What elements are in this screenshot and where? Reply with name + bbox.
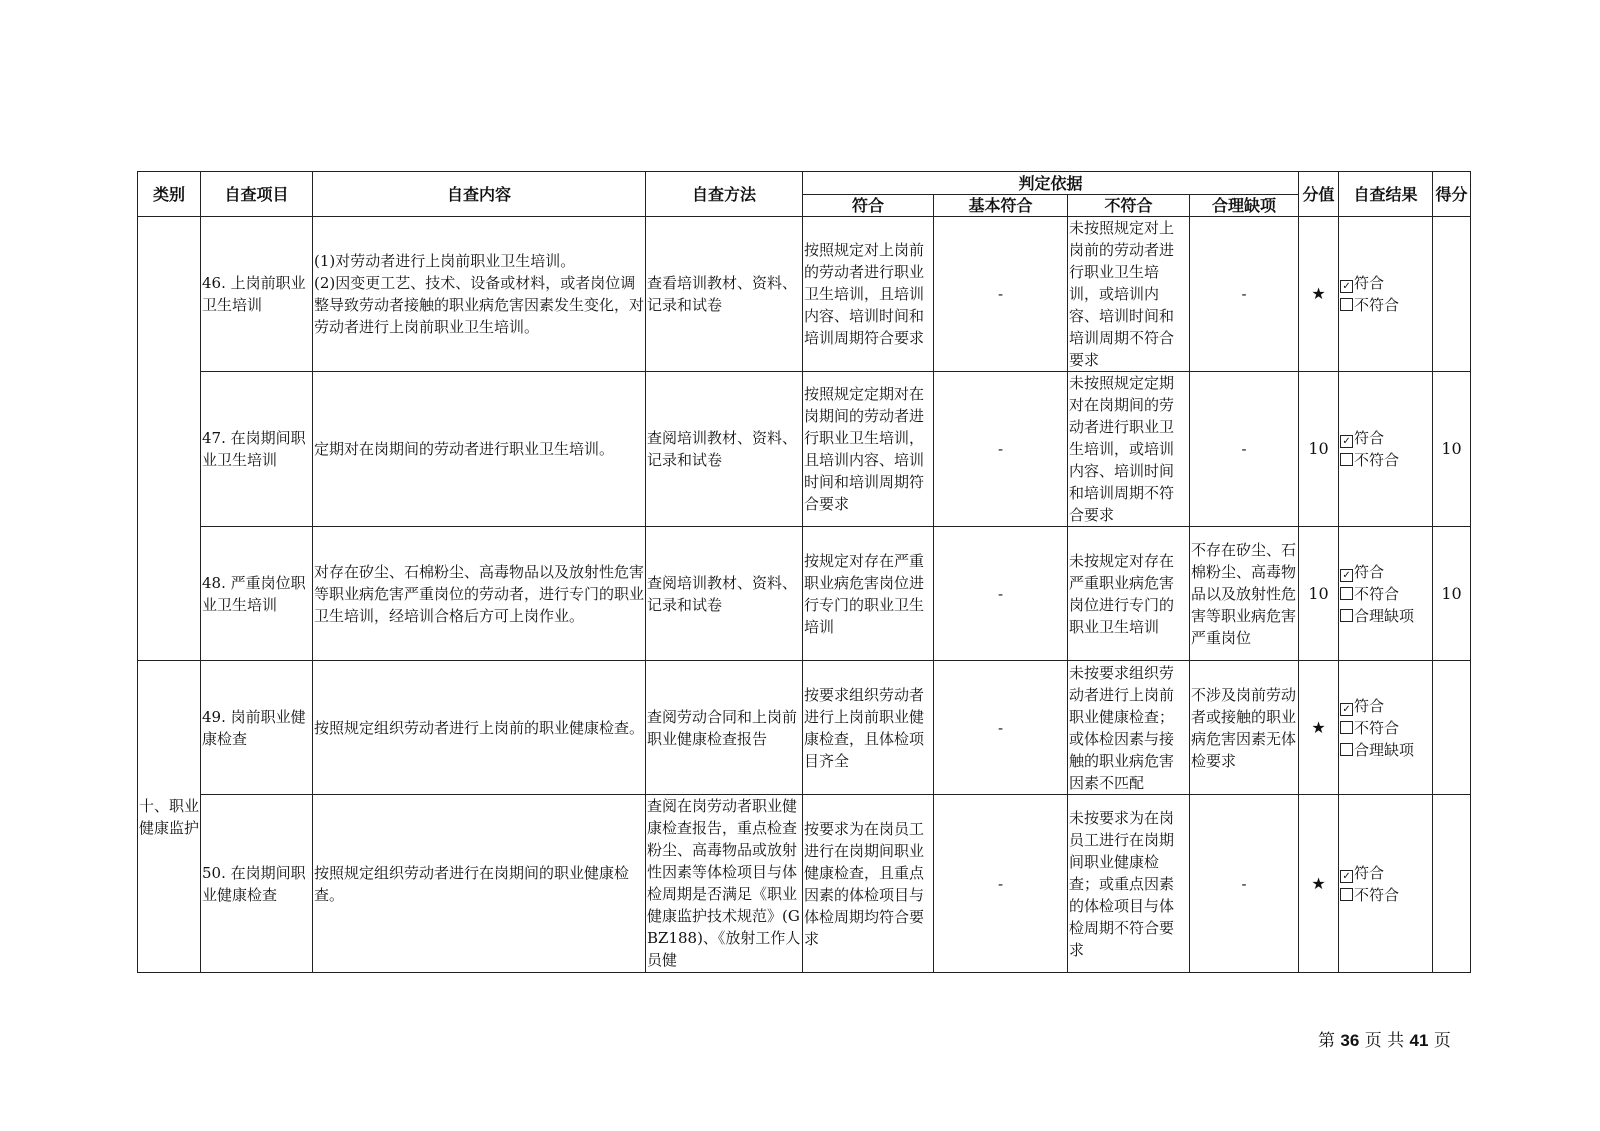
- result-option[interactable]: 不符合: [1340, 449, 1431, 471]
- row-nonconform: 未按规定对存在严重职业病危害岗位进行专门的职业卫生培训: [1068, 527, 1190, 661]
- row-content: 按照规定组织劳动者进行上岗前的职业健康检查。: [313, 661, 646, 795]
- row-basic-conform: -: [934, 372, 1068, 527]
- header-content: 自查内容: [313, 172, 646, 217]
- row-score: 10: [1433, 372, 1471, 527]
- footer-prefix: 第: [1318, 1031, 1335, 1051]
- row-points: ★: [1299, 217, 1339, 372]
- footer-mid: 页 共: [1364, 1031, 1405, 1051]
- result-option[interactable]: 不符合: [1340, 294, 1431, 316]
- row-results: [1339, 795, 1433, 973]
- checked-checkbox-icon[interactable]: ✓: [1340, 870, 1353, 883]
- row-nonconform: 未按要求为在岗员工进行在岗期间职业健康检查；或重点因素的体检项目与体检周期不符合要求: [1068, 795, 1190, 973]
- result-option[interactable]: 不符合: [1340, 583, 1431, 605]
- row-content: 对存在矽尘、石棉粉尘、高毒物品以及放射性危害等职业病危害严重岗位的劳动者，进行专门的职业卫生培训，经培训合格后方可上岗作业。: [313, 527, 646, 661]
- header-conform: 符合: [803, 195, 934, 217]
- result-option[interactable]: ✓ 符合: [1340, 272, 1431, 294]
- row-missing: -: [1190, 217, 1299, 372]
- checkbox-icon[interactable]: [1340, 888, 1353, 901]
- checked-checkbox-icon[interactable]: ✓: [1340, 569, 1353, 582]
- row-nonconform: 未按要求组织劳动者进行上岗前职业健康检查；或体检因素与接触的职业病危害因素不匹配: [1068, 661, 1190, 795]
- header-nonconform: 不符合: [1068, 195, 1190, 217]
- table-row: [138, 795, 1471, 973]
- header-basis: 判定依据: [803, 172, 1299, 195]
- result-option[interactable]: ✓ 符合: [1340, 561, 1431, 583]
- row-missing: -: [1190, 795, 1299, 973]
- row-results: [1339, 527, 1433, 661]
- row-conform: 按规定对存在严重职业病危害岗位进行专门的职业卫生培训: [803, 527, 934, 661]
- result-option[interactable]: ✓ 符合: [1340, 427, 1431, 449]
- row-basic-conform: -: [934, 795, 1068, 973]
- row-conform: 按要求组织劳动者进行上岗前职业健康检查，且体检项目齐全: [803, 661, 934, 795]
- row-results: [1339, 372, 1433, 527]
- header-method: 自查方法: [646, 172, 803, 217]
- row-item: 49. 岗前职业健康检查: [201, 661, 313, 795]
- table-row: [138, 372, 1471, 527]
- result-option[interactable]: 合理缺项: [1340, 739, 1431, 761]
- header-item: 自查项目: [201, 172, 313, 217]
- header-reasonable-missing: 合理缺项: [1190, 195, 1299, 217]
- result-option[interactable]: ✓ 符合: [1340, 862, 1431, 884]
- row-score: 10: [1433, 527, 1471, 661]
- current-page-number: 36: [1340, 1031, 1360, 1050]
- row-conform: 按要求为在岗员工进行在岗期间职业健康检查，且重点因素的体检项目与体检周期均符合要求: [803, 795, 934, 973]
- row-missing: -: [1190, 372, 1299, 527]
- row-points: ★: [1299, 661, 1339, 795]
- checked-checkbox-icon[interactable]: ✓: [1340, 703, 1353, 716]
- category-cell-previous: [138, 217, 201, 661]
- page-number-footer: [1318, 1026, 1451, 1051]
- result-option[interactable]: 不符合: [1340, 717, 1431, 739]
- table-row: [138, 527, 1471, 661]
- row-results: [1339, 217, 1433, 372]
- total-page-number: 41: [1409, 1031, 1429, 1050]
- row-method: 查阅培训教材、资料、记录和试卷: [646, 527, 803, 661]
- header-result: 自查结果: [1339, 172, 1433, 217]
- checkbox-icon[interactable]: [1340, 453, 1353, 466]
- footer-suffix: 页: [1433, 1031, 1451, 1051]
- header-points: 分值: [1299, 172, 1339, 217]
- result-option[interactable]: 合理缺项: [1340, 605, 1431, 627]
- table-row: [138, 217, 1471, 372]
- header-score: 得分: [1433, 172, 1471, 217]
- row-score: [1433, 795, 1471, 973]
- row-conform: 按照规定定期对在岗期间的劳动者进行职业卫生培训，且培训内容、培训时间和培训周期符合要求: [803, 372, 934, 527]
- row-nonconform: 未按照规定对上岗前的劳动者进行职业卫生培训，或培训内容、培训时间和培训周期不符合要求: [1068, 217, 1190, 372]
- row-missing: 不存在矽尘、石棉粉尘、高毒物品以及放射性危害等职业病危害严重岗位: [1190, 527, 1299, 661]
- checkbox-icon[interactable]: [1340, 587, 1353, 600]
- row-content: (1)对劳动者进行上岗前职业卫生培训。 (2)因变更工艺、技术、设备或材料，或者岗位调整导致劳动者接触的职业病危害因素发生变化，对劳动者进行上岗前职业卫生培训。: [313, 217, 646, 372]
- checked-checkbox-icon[interactable]: ✓: [1340, 280, 1353, 293]
- row-method: 查看培训教材、资料、记录和试卷: [646, 217, 803, 372]
- row-content: 定期对在岗期间的劳动者进行职业卫生培训。: [313, 372, 646, 527]
- row-content: 按照规定组织劳动者进行在岗期间的职业健康检查。: [313, 795, 646, 973]
- row-method: 查阅劳动合同和上岗前职业健康检查报告: [646, 661, 803, 795]
- result-option[interactable]: ✓ 符合: [1340, 695, 1431, 717]
- checkbox-icon[interactable]: [1340, 743, 1353, 756]
- row-nonconform: 未按照规定定期对在岗期间的劳动者进行职业卫生培训，或培训内容、培训时间和培训周期不符合要求: [1068, 372, 1190, 527]
- row-item: 46. 上岗前职业卫生培训: [201, 217, 313, 372]
- row-method: 查阅培训教材、资料、记录和试卷: [646, 372, 803, 527]
- row-score: [1433, 661, 1471, 795]
- checkbox-icon[interactable]: [1340, 298, 1353, 311]
- row-basic-conform: -: [934, 527, 1068, 661]
- row-method: 查阅在岗劳动者职业健康检查报告，重点检查粉尘、高毒物品或放射性因素等体检项目与体检周期是否满足《职业健康监护技术规范》(GBZ188)、《放射工作人员健: [646, 795, 803, 973]
- row-item: 50. 在岗期间职业健康检查: [201, 795, 313, 973]
- row-item: 47. 在岗期间职业卫生培训: [201, 372, 313, 527]
- checked-checkbox-icon[interactable]: ✓: [1340, 435, 1353, 448]
- header-category: 类别: [138, 172, 201, 217]
- checkbox-icon[interactable]: [1340, 721, 1353, 734]
- category-occupational-health: 十、职业健康监护: [138, 661, 201, 973]
- row-score: [1433, 217, 1471, 372]
- row-conform: 按照规定对上岗前的劳动者进行职业卫生培训，且培训内容、培训时间和培训周期符合要求: [803, 217, 934, 372]
- row-basic-conform: -: [934, 217, 1068, 372]
- row-points: ★: [1299, 795, 1339, 973]
- row-points: 10: [1299, 372, 1339, 527]
- row-item: 48. 严重岗位职业卫生培训: [201, 527, 313, 661]
- row-missing: 不涉及岗前劳动者或接触的职业病危害因素无体检要求: [1190, 661, 1299, 795]
- self-inspection-table: [137, 171, 1471, 973]
- checkbox-icon[interactable]: [1340, 609, 1353, 622]
- row-points: 10: [1299, 527, 1339, 661]
- row-results: [1339, 661, 1433, 795]
- result-option[interactable]: 不符合: [1340, 884, 1431, 906]
- row-basic-conform: -: [934, 661, 1068, 795]
- header-basic-conform: 基本符合: [934, 195, 1068, 217]
- table-row: [138, 661, 1471, 795]
